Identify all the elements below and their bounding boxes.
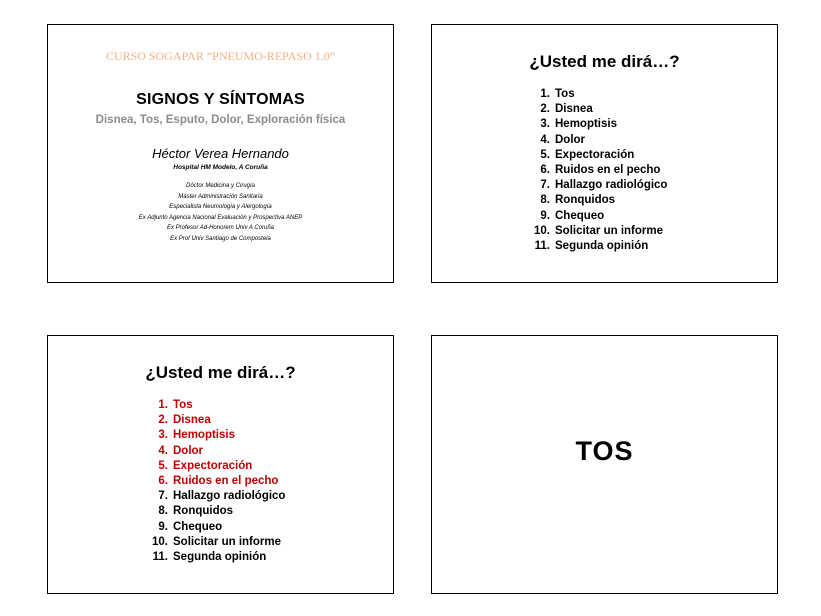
- list-item-number: 8.: [540, 194, 550, 207]
- list-item-text: Ronquidos: [173, 505, 234, 518]
- list-item: [146, 489, 285, 504]
- list-item-text: Dolor: [555, 133, 586, 146]
- list-item-text: Ruidos en el pecho: [555, 164, 661, 177]
- list-item-text: Solicitar un informe: [173, 535, 281, 548]
- list-item: [528, 102, 667, 117]
- list-item-text: Tos: [555, 88, 575, 100]
- credential-line: Especialista Neumología y Alergología: [169, 204, 272, 210]
- list-item: [528, 224, 667, 239]
- credential-line: Ex Prof Univ Santiago de Compostela: [170, 235, 271, 242]
- list-item-number: 7.: [540, 179, 550, 192]
- list-item-text: Expectoración: [173, 459, 253, 472]
- list-item-number: 9.: [158, 520, 168, 533]
- list-item-text: Ronquidos: [555, 194, 616, 207]
- list-item-text: Hemoptisis: [555, 118, 617, 131]
- list-item-number: 4.: [540, 133, 550, 146]
- slide-1-title[interactable]: [47, 24, 394, 283]
- list-item-text: Hallazgo radiológico: [555, 179, 668, 192]
- list-item-text: Disnea: [555, 103, 593, 116]
- list-item-number: 3.: [158, 429, 168, 442]
- list-item-number: 10.: [152, 535, 168, 548]
- symptom-list: [528, 87, 667, 254]
- list-item-text: Chequeo: [555, 209, 605, 222]
- list-item-text: Segunda opinión: [173, 551, 267, 564]
- list-item-text: Chequeo: [173, 520, 223, 533]
- list-item-number: 6.: [540, 164, 550, 177]
- slide-4-tos[interactable]: [431, 335, 778, 594]
- author-hospital: Hospital HM Modelo, A Coruña: [173, 164, 268, 171]
- slide-3-question-list-highlighted[interactable]: [47, 335, 394, 594]
- list-item-number: 9.: [540, 209, 550, 222]
- list-item-number: 2.: [158, 414, 168, 427]
- list-item-text: Expectoración: [555, 148, 635, 161]
- author-credentials: [48, 181, 393, 244]
- list-item-text: Tos: [173, 399, 193, 411]
- credential-line: Dóctor Medicina y Cirugía: [185, 183, 256, 189]
- list-item: [146, 398, 285, 413]
- list-item-number: 11.: [152, 551, 168, 564]
- symptom-list: [146, 398, 285, 565]
- slide-title: TOS: [575, 436, 634, 466]
- author-name: Héctor Verea Hernando: [152, 146, 289, 161]
- slide-title: ¿Usted me dirá…?: [145, 363, 296, 382]
- credential-line: Máster Administración Sanitaria: [178, 193, 263, 200]
- list-item: [146, 520, 285, 535]
- list-item: [528, 193, 667, 208]
- list-item-text: Hemoptisis: [173, 429, 235, 442]
- list-item: [146, 550, 285, 565]
- list-item-number: 5.: [158, 459, 168, 472]
- list-item-number: 4.: [158, 444, 168, 457]
- presentation-title: SIGNOS Y SÍNTOMAS: [136, 91, 305, 108]
- list-item: [528, 178, 667, 193]
- list-item: [528, 133, 667, 148]
- list-item-text: Ruidos en el pecho: [173, 475, 279, 488]
- presentation-subtitle: Disnea, Tos, Esputo, Dolor, Exploración física: [95, 114, 346, 126]
- slide-title: ¿Usted me dirá…?: [529, 52, 680, 71]
- credential-line: Ex Profesor Ad-Honorem Univ A Coruña: [166, 225, 275, 231]
- list-item-number: 2.: [540, 103, 550, 116]
- list-item-text: Hallazgo radiológico: [173, 490, 286, 503]
- list-item-number: 1.: [540, 88, 550, 100]
- list-item: [528, 239, 667, 254]
- list-item-number: 7.: [158, 490, 168, 503]
- slide-2-question-list[interactable]: [431, 24, 778, 283]
- list-item-number: 3.: [540, 118, 550, 131]
- list-item: [146, 444, 285, 459]
- list-item: [528, 163, 667, 178]
- list-item-number: 8.: [158, 505, 168, 518]
- list-item-text: Disnea: [173, 414, 211, 427]
- list-item-text: Segunda opinión: [555, 240, 649, 253]
- list-item: [528, 117, 667, 132]
- list-item: [528, 87, 667, 102]
- course-name: CURSO SOGAPAR “PNEUMO-REPASO 1.0”: [105, 49, 336, 63]
- list-item-number: 1.: [158, 399, 168, 411]
- list-item-number: 6.: [158, 475, 168, 488]
- list-item-number: 11.: [534, 240, 550, 253]
- list-item: [528, 209, 667, 224]
- list-item: [146, 428, 285, 443]
- list-item-number: 5.: [540, 148, 550, 161]
- list-item: [146, 413, 285, 428]
- list-item: [146, 459, 285, 474]
- list-item: [146, 535, 285, 550]
- credential-line: Ex Adjunto Agencia Nacional Evaluación y Prospectiva ANEP: [138, 214, 303, 221]
- list-item-number: 10.: [534, 224, 550, 237]
- list-item: [146, 474, 285, 489]
- list-item: [528, 148, 667, 163]
- list-item: [146, 504, 285, 519]
- list-item-text: Dolor: [173, 444, 204, 457]
- list-item-text: Solicitar un informe: [555, 224, 663, 237]
